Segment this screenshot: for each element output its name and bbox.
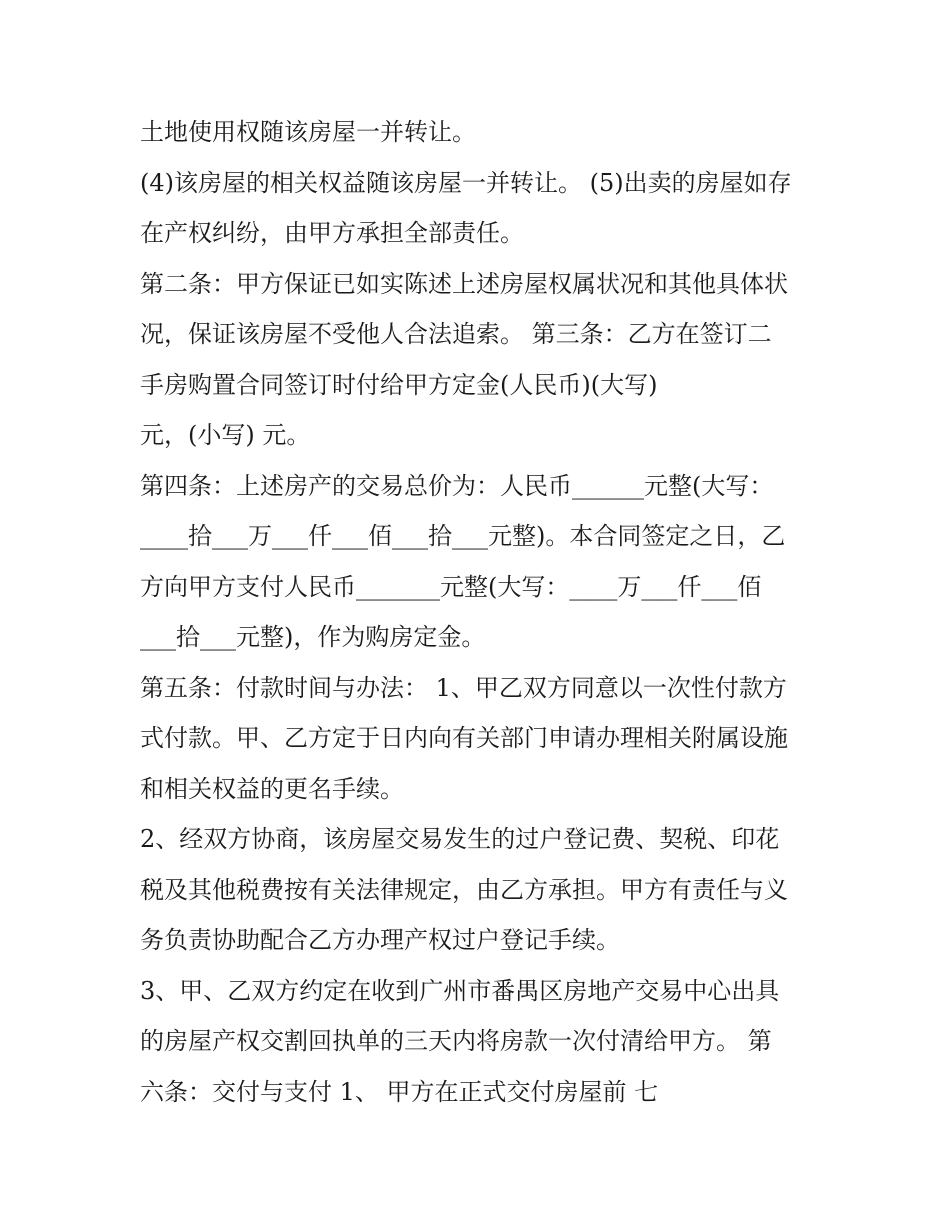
text-line: 第二条：甲方保证已如实陈述上述房屋权属状况和其他具体状 xyxy=(140,269,788,298)
text-line: 3、甲、乙双方约定在收到广州市番禺区房地产交易中心出具 xyxy=(140,976,780,1005)
text-line: 第五条：付款时间与办法： 1、甲乙双方同意以一次性付款方 xyxy=(140,673,787,702)
text-line: 土地使用权随该房屋一并转让。 xyxy=(140,118,476,146)
text-line: 和相关权益的更名手续。 xyxy=(140,774,404,803)
text-line: 第四条：上述房产的交易总价为：人民币______元整(大写： xyxy=(140,471,774,500)
text-line: 在产权纠纷，由甲方承担全部责任。 xyxy=(140,219,524,247)
contract-text xyxy=(140,107,840,1117)
text-line: ____拾___万___仟___佰___拾___元整)。本合同签定之日，乙 xyxy=(140,522,786,550)
text-line: 务负责协助配合乙方办理产权过户登记手续。 xyxy=(140,926,620,954)
text-line: ___拾___元整)，作为购房定金。 xyxy=(140,623,486,651)
text-line: 六条：交付与支付 1、 甲方在正式交付房屋前 七 xyxy=(140,1077,659,1106)
text-line: 式付款。甲、乙方定于日内向有关部门申请办理相关附属设施 xyxy=(140,724,788,752)
text-line: 况，保证该房屋不受他人合法追索。 第三条：乙方在签订二 xyxy=(140,320,772,348)
text-line: (4)该房屋的相关权益随该房屋一并转让。 (5)出卖的房屋如存 xyxy=(140,168,792,197)
text-line: 2、经双方协商，该房屋交易发生的过户登记费、契税、印花 xyxy=(140,825,780,853)
text-line: 元，(小写) 元。 xyxy=(140,421,311,449)
text-line: 方向甲方支付人民币_______元整(大写：____万___仟___佰 xyxy=(140,572,762,601)
text-line: 的房屋产权交割回执单的三天内将房款一次付清给甲方。 第 xyxy=(140,1027,772,1055)
text-line: 税及其他税费按有关法律规定，由乙方承担。甲方有责任与义 xyxy=(140,875,788,904)
text-line: 手房购置合同签订时付给甲方定金(人民币)(大写) xyxy=(140,370,658,399)
